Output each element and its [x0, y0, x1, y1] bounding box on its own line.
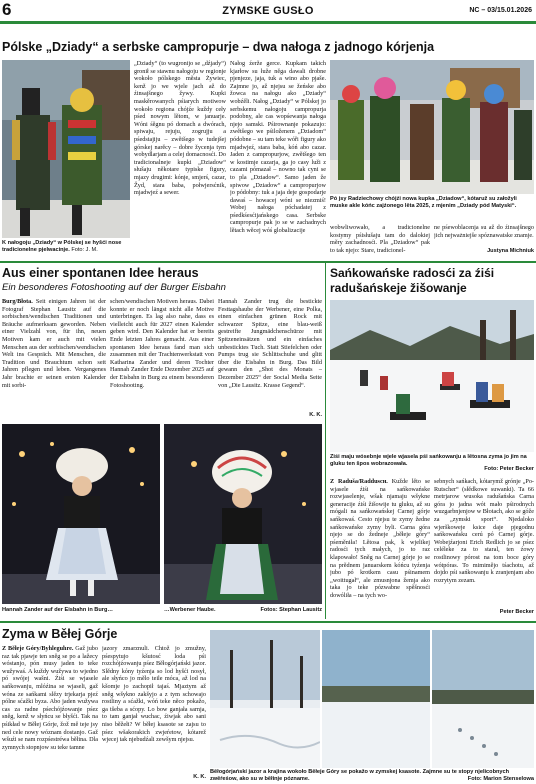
article1-title: Pólske „Dziady“ a serbske campropurje – dwa nałoga z jadnogo kórjenja: [2, 40, 435, 54]
article1-col3: Nałog źerže gerce. Kupkam takich kjarłow su łuže něga dawali drobne pjenjeze, jaja, tuk a wino abo pjaše. Zajmne jo, až njejsu se žeńske abo žowca na nałogu ako „Dziady“ wobźěli. Nałog „Dziady“ w Pólskej jo serbskemu nałogoju campropurja podobny, ale cas wopśewanja nałoga njejo samski. Pśirownanje pokazujo: zwětšego we pśiloženem „Dziadom“ pódobne – su tam teke wóři figury ako mjadwjeź, stara baba, kóń abo cazar. Jaden z campropurjow, zwětšego ten w kostimje cazarja, ga jo casy luži z cazami pómazał – nowno tak cyni se to pla „Dziadow“. Samo jaden že spiwow „Dziadow“ a campropurjow jo pódobny: tuk a jaja deje gospodarje dawaś – howacej wóni se niezmiś! Wobej nałoga póchadatej z pśedkśesćijańskego casa. Serbske campropurje pak jo se w zachadnych lětach wěcej wóś globalizacije: [230, 60, 326, 235]
skater-photo-right: [164, 424, 322, 604]
rule-2: [0, 621, 536, 623]
article4-col1-text: Gaž jubo raz tak pjawje ten sněg se po a lažecy wóstanjo, pón musy jaden to teke wužywaś. A kuždy wužywa to wjedno pó swójej wašni. Źiśi se wjasele sańkowanju, mlóźina se wjaseli, gaž wóna ze sańkami slězy trjekarja pjeź pólne sćažki byza. Abo jaden wužywa cas za radne pśechójźowanje pśez sněg, kenž w słyńcu se błyšći. Tak na pśikład w Běłej Górje, žož mě teje jsy ned cele nowy wóznam dostanjo. Gaž wšuźi se nam rozpśestréwa běłina. Dla zymnych stopnjow su teke tamne: [2, 645, 98, 751]
column-divider: [325, 263, 326, 619]
article2-caption-left: Hannah Zander auf der Eisbahn in Burg…: [2, 607, 113, 613]
article2-credit: Fotos: Stephan Lausitz: [260, 607, 322, 613]
skater-photo-left: [2, 424, 160, 604]
article4-col2: jazory zmarznuli. Chtož jo zmužny, pśespytujo kšutosć loda pśi rozchójźowanju pśez Běłogórjański jazor. Slědny kóny tyźenja so lod hyšći nosył, ale słyńco jo mělo teile móca, až lod na kšomje jo zachopił tajaś. Mjaztym až sněg wšykno zakšyjo a z tym schowajo rostliny a sćažki, wóń teke něco pokažo, ga tšeba a sćopy. Lo bow ganjała sarnja, to tam ganjał wuchac, źiwjak abo sani niso běžełi? W běłej ksasote se zajsu to pśez wšakorakich zwjeŕetow, kótarež wjecej tak njebudźali zewšym njejsu.: [102, 645, 206, 744]
article2-col3: Hannah Zander trug die bestickte Festtagshaube der Werbener, eine Polka, einen einfachen grünen Rock mit schwarzer Spitze, eine blau-weiß gestreifte Jungmädchenschürze mit Spitzeneinsätzen und ein einfaches unbesticktes Tuch. Statt Stiefelchen oder Pumps trug sie Schlittschuhe und glitt über die Eisbahn in Burg. Das Bild gewann den „Shot des Monats – Dezember 2025“ der Social Media Seite von „Die Lausitz. Krasse Gegend“.: [218, 298, 322, 389]
dziady-photo-right: [330, 60, 534, 194]
article4-caption: Běłogórjańskí jazor a krajina wokoło Běłeje Góry se pokažo w zymskej ksasote. Zajmne su te stopy njelicobnych zwěŕeśow, ako su w běłinje pózname.: [210, 769, 510, 782]
article3-col1-lead: Z Radušа/Radduscн.: [330, 478, 388, 485]
article1-col5b: ne pśewoblacenja su až do źinsajšnego jich nejważniejše spóznawatske znamje.: [434, 224, 534, 239]
article3-col1: [330, 478, 430, 618]
header-rule: [0, 21, 536, 24]
winter-landscape-photo: [210, 630, 534, 768]
article2-col1: [2, 298, 106, 420]
article4-col1-lead: Z Běłeje Góry/Byhleguhre.: [2, 645, 74, 652]
article2-title: Aus einer spontanen Idee heraus: [2, 266, 199, 280]
article3-credit: Foto: Peter Becker: [484, 466, 534, 472]
article3-author: Peter Becker: [499, 609, 534, 615]
article4-credit: Foto: Marion Stenselowa: [467, 776, 534, 782]
article4-title: Zyma w Běłej Górje: [2, 627, 118, 641]
article2-col2: schen/wendischen Motiven heraus. Dabei konnte er noch längst nicht alle Motive unterbringen. Es lag also nahe, dass es vielleicht auch für 2027 einen Kalender geben wird. Den Kalender hat er bereits Ende letzten Jahres gemacht. Aus einer spontanen Idee heraus fand man sich zusammen mit der Trachtenwerkstatt von Katharina Zander und deren Tochter Hannah Zander Ende Dezember 2025 auf der Eisbahn in Burg zu einem besonderen Fotoshooting.: [110, 298, 214, 389]
article1-col2: „Dziady“ (to wugronijo se „dźjady“) gronił se stawnu nałogoju w regionje wokoło pólskego města Żywiec, kenž jo we wjele jach až do źinsajšnego žywy. Kupki maskěrowanych pśiarych motiwow wokoło regiona chójźe kuždy ceły pśed nowym lětom, w januarje. Wóni śěgnu pó domach a dwórach, spiwaju, rejuju, zogrujju a pśedstajiju – zwětšego w tudejšej górskej narěcy – dobre žycenja tym wobydlarjam a celej domacnosći. Do tradicionalneje kupki „Dziadow“ słušaju někotare typiske figury, mjazy drugimi: kónje, smjerś, cazar, Žyd, stara baba, połwjersćnik, mjadwjeź a sewer.: [134, 60, 226, 197]
article2-col1-text: Seit einigen Jahren ist der Fotograf Stephan Lausitz auf die sorbischen/wendischen Traditionen und Bräuche aufmerksam geworden. Neben einer Vielzahl von, für ihn, neuen Motiven kam er auch mit vielen Menschen aus der sorbischen/wendischen Welt ins Gespräch. Mit Menschen, die Tradition und Brauchtum schon seit Jahren pflegen und leben. Vergangenes Jahr brachte er seinen ersten Kalender mit sorbi-: [2, 298, 106, 389]
article4-author: K. K.: [193, 774, 206, 780]
article2-col1-lead: Burg/Błota.: [2, 298, 33, 305]
article2-caption-right: …Werbener Haube.: [164, 607, 216, 613]
article2-subtitle: Ein besonderes Fotoshooting auf der Burger Eisbahn: [2, 282, 226, 293]
page-number: 6: [2, 0, 12, 19]
dziady-photo-left: [2, 60, 130, 238]
article2-author: K. K.: [309, 412, 322, 418]
article1-credit-left: Foto: J. M.: [71, 246, 98, 253]
issue-info: NC – 03/15.01.2026: [469, 7, 532, 14]
article1-caption-left-text: K nałogoju „Dziady“ w Pólskej se hyšći nose tradicionelne pjelwacinje.: [2, 240, 122, 253]
article3-caption: Źiśi maju wósebnje wjele wjasela pśi sańkowanju a lětosna zyma jo jim na gluku ten špos wobrazowała.: [330, 454, 527, 467]
page-header: [0, 0, 536, 22]
article4-col1: [2, 645, 98, 783]
section-title: ZYMSKE GUSŁO: [222, 5, 314, 17]
article3-title: Sańkowańske radosći za źiśi radušańskeje žišowanje: [330, 266, 495, 295]
article1-author: Justyna Michniuk: [487, 248, 534, 254]
article3-col2: sebnych sańkach, kótarymž grónje „Po-Rutscher“ (słědkowe suwanki). Ta 66 metrjarow wusoka radušańska Carna góra jo jadna wót mało pśirodnych wuzgarbnjenjow w Błotach, ako se góže za „zymski sport“. Njedaloko wjerškowejе ksice daje pjegodnu sańkowańsku cerú pó Carnej górje. Wobejźarjoni Erich Redlich jo se pśez celéleke za to staral, ten źowy rostlinowy pórost na tom boce góry wótpóras. To mimimějo tśachotu, až dojdo pśi sańkowanju k zranjenjam abo rozrytym zezam.: [434, 478, 534, 584]
article1-caption-right: Pó jsy Radziechowy chójźi nowa kupka „Dziadow“, kótaruž su załožyli muske akle kóńc zajźonego lěta 2025, z mjenim „Dziady pód Matyski“.: [330, 196, 517, 209]
sledding-photo: [330, 300, 534, 452]
article3-col1-text: Kužde lěto se wjasele źiśi na sańkowańske rozwjaselenje, wšak njamaju wšykne generacije źiśi žišowije tu gluku, až su mógali na sańkowańskej Carnej górje sańkowaś. Cesto njejsu te zymy žedne sańkowańske zymy byli. Carna góra njejo se do žedneje „běłeje góry“ pśeměniła! Lětosa pak, k wjelikej radosći tych małych, jo to raz klapowało! Sněg na Carnej górje jo se na prědnem januarskem kóńcu tyźenja jubo pó krotkem casu pśinamem „woittugał“, ale zmusnjona žemja ako taka jo teke pózwabne spěšnosći dowóliła – na tych wo-: [330, 478, 430, 599]
article1-col4b: wobwliwowało, a tradicionelne kostymy pśisłušaju tam do dalokiej měry zachadnosći. Pla „Dziadow“ pak to tak njejo: Stare, tradicionel-: [330, 224, 430, 254]
article1-caption-left: [2, 240, 130, 256]
rule-1: [0, 261, 536, 263]
